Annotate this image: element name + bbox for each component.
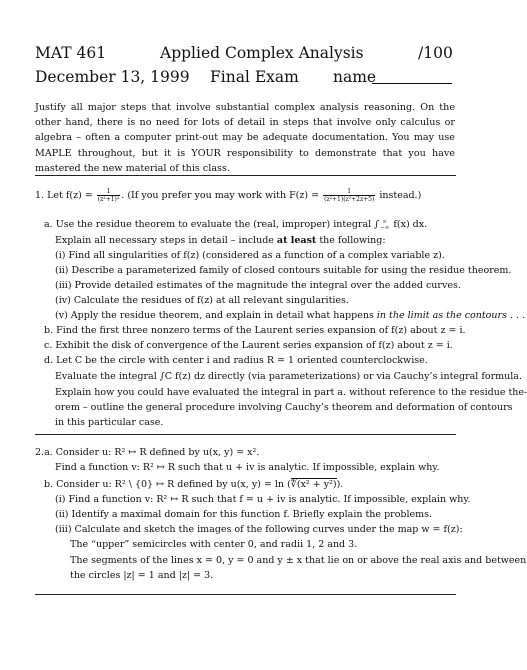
q1b-text: b. Find the first three nonzero terms of the Laurent series expansion of f(z) about z = i. — [44, 325, 466, 336]
q2b-iii-semicircles: The “upper” semicircles with center 0, and radii 1, 2 and 3. — [70, 539, 358, 550]
q1-mid: . (If you prefer you may work with F(z) = — [121, 190, 320, 201]
integral-limits — [380, 219, 389, 231]
q2b-pre: b. Consider u: R² \ {0} ↦ R defined by u(x, y) = ln ( — [44, 479, 291, 490]
lower-limit: −∞ — [380, 224, 390, 231]
q1a-explain-post: the following: — [316, 235, 386, 246]
q2b-text — [44, 478, 343, 491]
q2b-iii-segments: The segments of the lines x = 0, y = 0 and y ± x that lie on or above the real axis and between — [70, 555, 527, 566]
q2b-post: ). — [336, 479, 344, 490]
q2b-item-i: (i) Find a function v: R² ↦ R such that f = u + iv is analytic. If impossible, explain why. — [55, 494, 471, 505]
q1-tail: instead.) — [379, 190, 422, 201]
q1a-item-iii: (iii) Provide detailed estimates of the magnitude the integral over the added curves. — [55, 280, 461, 291]
q1a-item-v-italic: in the limit as the contours . . . — [376, 310, 526, 321]
q1a-item-v-pre: (v) Apply the residue theorem, and explain in detail what happens — [55, 310, 377, 321]
upper-limit: ∞ — [382, 218, 388, 225]
q2b-root: ∜(x² + y²) — [290, 479, 337, 490]
q1c-text: c. Exhibit the disk of convergence of the Laurent series expansion of f(z) about z = i. — [44, 340, 453, 351]
q1a-text — [44, 218, 427, 231]
q1a-item-ii: (ii) Describe a parameterized family of closed contours suitable for using the residue theorem. — [55, 265, 512, 276]
q2b-item-iii: (iii) Calculate and sketch the images of the following curves under the map w = f(z): — [55, 524, 463, 535]
q1a-explain-pre: Explain all necessary steps in detail – include — [55, 235, 277, 246]
q1d-line-1: Evaluate the integral ∫C f(z) dz directly (via parameterizations) or via Cauchy’s integral formula. — [55, 371, 522, 382]
frac-den: (z²+1)(z²+2z+5) — [324, 196, 375, 203]
q2a-text: 2.a. Consider u: R² ↦ R defined by u(x, y) = x². — [35, 447, 260, 458]
q1a-end: f(x) dx. — [393, 219, 428, 230]
divider — [35, 434, 456, 435]
q1d-line-4: in this particular case. — [55, 417, 164, 428]
q2a-task: Find a function v: R² ↦ R such that u + iv is analytic. If impossible, explain why. — [55, 462, 440, 473]
q1-statement — [35, 188, 421, 203]
q2b-item-ii: (ii) Identify a maximal domain for this function f. Briefly explain the problems. — [55, 509, 433, 520]
exam-title: Final Exam — [210, 68, 299, 86]
q1d-line-3: orem – outline the general procedure involving Cauchy’s theorem and deformation of contours — [55, 402, 513, 413]
q1d-line-2: Explain how you could have evaluated the integral in part a. without reference to the residue the- — [55, 387, 527, 398]
name-blank — [372, 83, 452, 84]
q1a-item-v — [55, 309, 525, 322]
q1a-explain — [55, 234, 386, 247]
divider — [35, 594, 456, 595]
q1a-explain-bold: at least — [276, 235, 317, 246]
course-code: MAT 461 — [35, 44, 107, 62]
total-points: /100 — [418, 44, 453, 62]
q1-fraction-F — [323, 188, 375, 203]
q1-lead: 1. Let f(z) = — [35, 190, 93, 201]
course-title: Applied Complex Analysis — [160, 44, 364, 62]
name-label: name — [333, 68, 377, 86]
frac-den: (z²+1)² — [97, 196, 120, 203]
exam-date: December 13, 1999 — [35, 68, 190, 86]
q1d-text: d. Let C be the circle with center i and radius R = 1 oriented counterclockwise. — [44, 355, 428, 366]
instructions: Justify all major steps that involve substantial complex analysis reasoning. On the other hand, there is no need for lots of detail in steps that involve only calculus or algebra – often a computer print-out may be adequate documentation. You may use MAPLE throughout, but it is YOUR responsibility to demonstrate that you have mastered the new material of this class. — [35, 102, 455, 174]
q1a-lead: a. Use the residue theorem to evaluate the (real, improper) integral ∫ — [44, 219, 380, 230]
frac-num: 1 — [323, 188, 375, 196]
frac-num: 1 — [97, 188, 121, 196]
q2b-iii-circles: the circles |z| = 1 and |z| = 3. — [70, 570, 214, 581]
q1a-item-iv: (iv) Calculate the residues of f(z) at all relevant singularities. — [55, 295, 349, 306]
q1-fraction-f — [97, 188, 121, 203]
q1a-item-i: (i) Find all singularities of f(z) (considered as a function of a complex variable z). — [55, 250, 445, 261]
divider — [35, 175, 456, 176]
